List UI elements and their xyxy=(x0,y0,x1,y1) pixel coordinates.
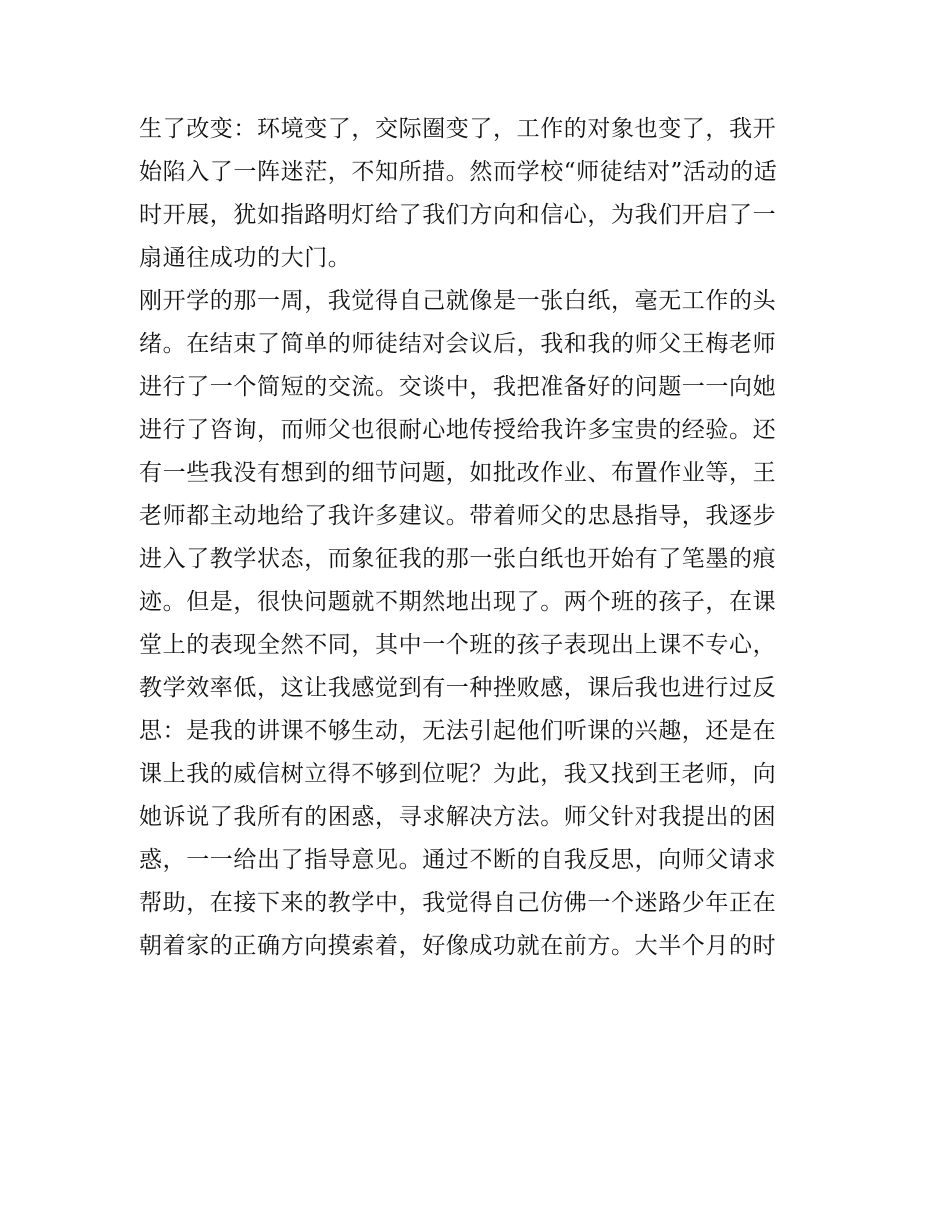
text-line: 进行了一个简短的交流。交谈中，我把准备好的问题一一向她 xyxy=(139,374,777,400)
text-line: 有一些我没有想到的细节问题，如批改作业、布置作业等，王 xyxy=(139,460,777,486)
text-line: 生了改变：环境变了，交际圈变了，工作的对象也变了，我开 xyxy=(139,116,777,142)
text-line: 进入了教学状态，而象征我的那一张白纸也开始有了笔墨的痕 xyxy=(139,546,777,572)
text-line: 时开展，犹如指路明灯给了我们方向和信心，为我们开启了一 xyxy=(139,202,777,228)
text-line: 思：是我的讲课不够生动，无法引起他们听课的兴趣，还是在 xyxy=(139,718,777,744)
text-line: 惑，一一给出了指导意见。通过不断的自我反思，向师父请求 xyxy=(139,847,777,873)
text-line: 扇通往成功的大门。 xyxy=(139,245,352,271)
text-line: 堂上的表现全然不同，其中一个班的孩子表现出上课不专心， xyxy=(139,632,777,658)
text-line: 老师都主动地给了我许多建议。带着师父的忠恳指导，我逐步 xyxy=(139,503,777,529)
text-line: 绪。在结束了简单的师徒结对会议后，我和我的师父王梅老师 xyxy=(139,331,777,357)
text-line: 朝着家的正确方向摸索着，好像成功就在前方。大半个月的时 xyxy=(139,933,777,959)
text-line: 始陷入了一阵迷茫，不知所措。然而学校“师徒结对”活动的适 xyxy=(139,159,778,185)
text-line: 刚开学的那一周，我觉得自己就像是一张白纸，毫无工作的头 xyxy=(139,288,777,314)
text-line: 迹。但是，很快问题就不期然地出现了。两个班的孩子，在课 xyxy=(139,589,777,615)
text-line: 她诉说了我所有的困惑，寻求解决方法。师父针对我提出的困 xyxy=(139,804,777,830)
text-line: 进行了咨询，而师父也很耐心地传授给我许多宝贵的经验。还 xyxy=(139,417,777,443)
document-body xyxy=(139,108,819,968)
text-line: 教学效率低，这让我感觉到有一种挫败感，课后我也进行过反 xyxy=(139,675,777,701)
text-line: 帮助，在接下来的教学中，我觉得自己仿佛一个迷路少年正在 xyxy=(139,890,777,916)
text-line: 课上我的威信树立得不够到位呢？为此，我又找到王老师，向 xyxy=(139,761,777,787)
